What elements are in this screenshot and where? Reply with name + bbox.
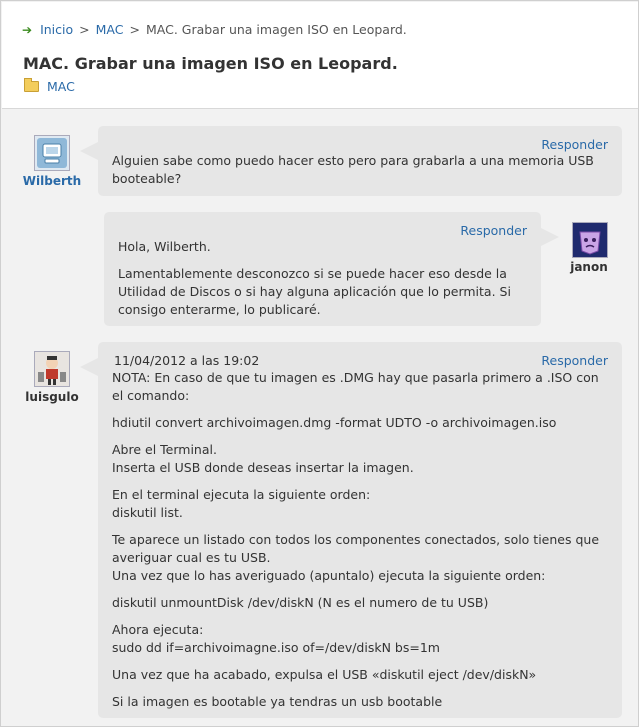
comment-paragraph: Si la imagen es bootable ya tendras un usb bootable — [112, 694, 443, 709]
breadcrumb-current: MAC. Grabar una imagen ISO en Leopard. — [145, 22, 407, 37]
comment-author[interactable]: Wilberth — [22, 174, 82, 188]
comment-paragraph: Lamentablemente desconozco si se puede hacer eso desde la Utilidad de Discos o si hay alguna aplicación que lo permita. Si consigo enterarme, lo publicaré. — [118, 266, 511, 317]
comment-author[interactable]: luisgulo — [25, 390, 79, 404]
comment-paragraph: sudo dd if=archivoimagne.iso of=/dev/diskN bs=1m — [112, 640, 440, 655]
comment-bubble — [98, 126, 622, 196]
avatar-janon[interactable] — [572, 222, 608, 258]
folder-icon — [24, 81, 39, 92]
comment-paragraph: En el terminal ejecuta la siguiente orden: — [112, 487, 371, 502]
computer-avatar-icon — [35, 136, 69, 170]
post-header — [2, 2, 638, 109]
purple-face-avatar-icon — [573, 223, 607, 257]
comment-paragraph: Hola, Wilberth. — [118, 239, 211, 254]
comment-paragraph: Una vez que ha acabado, expulsa el USB «diskutil eject /dev/diskN» — [112, 667, 537, 682]
comment-date: 11/04/2012 a las 19:02 — [114, 353, 260, 368]
breadcrumb-home-link[interactable]: Inicio — [40, 22, 74, 37]
breadcrumb-separator: > — [129, 22, 140, 37]
page-title: MAC. Grabar una imagen ISO en Leopard. — [23, 54, 398, 73]
category-link[interactable]: MAC — [47, 79, 75, 94]
comment-bubble — [98, 342, 622, 718]
comment-paragraph: Abre el Terminal. — [112, 442, 217, 457]
figure-avatar-icon — [35, 352, 69, 386]
comment-text: Alguien sabe como puedo hacer esto pero para grabarla a una memoria USB booteable? — [112, 153, 594, 186]
comment-paragraph: Inserta el USB donde deseas insertar la imagen. — [112, 460, 414, 475]
comment-paragraph: NOTA: En caso de que tu imagen es .DMG hay que pasarla primero a .ISO con el comando: — [112, 370, 599, 403]
reply-link[interactable]: Responder — [541, 137, 608, 152]
comment-bubble — [104, 212, 541, 326]
breadcrumb — [22, 22, 407, 37]
breadcrumb-separator: > — [79, 22, 90, 37]
reply-link[interactable]: Responder — [541, 353, 608, 368]
avatar-luisgulo[interactable] — [34, 351, 70, 387]
reply-link[interactable]: Responder — [460, 223, 527, 238]
comment-paragraph: Ahora ejecuta: — [112, 622, 204, 637]
arrow-right-icon: ➔ — [22, 22, 33, 37]
comment-paragraph: diskutil list. — [112, 505, 183, 520]
comment-paragraph: Te aparece un listado con todos los componentes conectados, solo tienes que averiguar cual es tu USB. — [112, 532, 600, 565]
comment-author[interactable]: janon — [570, 260, 608, 274]
comment-paragraph: hdiutil convert archivoimagen.dmg -format UDTO -o archivoimagen.iso — [112, 415, 557, 430]
comment-paragraph: Una vez que lo has averiguado (apuntalo) ejecuta la siguiente orden: — [112, 568, 546, 583]
comment-paragraph: diskutil unmountDisk /dev/diskN (N es el numero de tu USB) — [112, 595, 489, 610]
breadcrumb-category-link[interactable]: MAC — [95, 22, 124, 37]
category-row — [24, 79, 75, 94]
avatar-wilberth[interactable] — [34, 135, 70, 171]
